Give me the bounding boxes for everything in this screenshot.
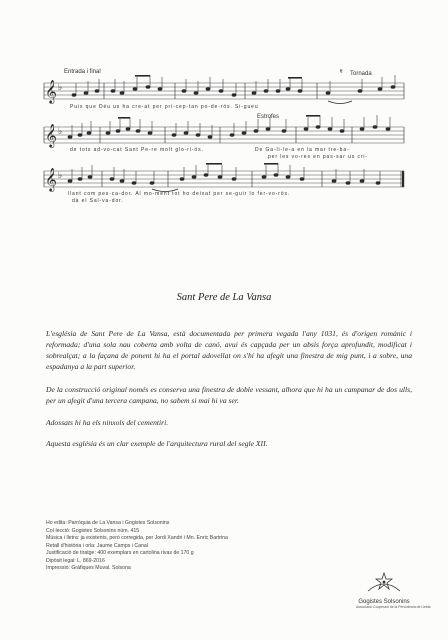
credit-line: Impressió: Gràfiques Muval. Solsona [46, 565, 131, 572]
svg-text:𝄞: 𝄞 [45, 123, 57, 147]
mark-entrada: Entrada i final [64, 69, 101, 75]
music-staves [0, 0, 448, 260]
mark-tornada: Tornada [350, 71, 372, 77]
lyrics-line-2: de tots ad-vo-cat Sant Pe-re molt glo-ri-ós. [70, 147, 204, 153]
logo-name: Gogistes Solsonins [358, 599, 410, 605]
mark-estrofes: Estrofes [257, 114, 280, 120]
svg-text:𝄞: 𝄞 [45, 167, 57, 191]
credit-line: Ho edita: Parròquia de La Vansa i Gogistes Solsonins [46, 520, 170, 526]
paragraph-4: Aquesta església és un clar exemple de l'arquitectura rural del segle XII. [46, 439, 268, 448]
lyrics-line-3-1: llant com pes-ca-dor. Al mo-ment tot ho deixat per se-guir lo fer-vo-rós. [68, 191, 291, 197]
music-score [0, 0, 448, 260]
credit-line: Retall d'història i orla: Jaume Camps i Canal [46, 542, 148, 549]
lyrics-line-2b-2: per les vo-res en pas-sar us cri- [268, 154, 369, 160]
credit-line: Dipòsit legal: L. 869-2016 [46, 557, 105, 564]
clefs [45, 79, 62, 192]
paragraph-1: L'església de Sant Pere de La Vansa, està documentada per primera vegada l'any 1031, és d'origen romànic i reformada; d'una sola nau coberta amb volta de canó, avui és capçada per un absis força aprofundit, modificat i sobrealçat; a la façana de ponent hi ha el portal adovellat on s'hi ha afegit una finestra de mig punt, i a sobre, una espadanya a la part superior. [46, 329, 412, 371]
segno-icon: 𝄋 [340, 69, 343, 75]
credit-line: Col·lecció: Gogistes Solsonins núm. 415 [46, 527, 140, 534]
final-bar [402, 171, 404, 187]
lyrics-line-1: Puix que Déu us ha cre-at per pri-cep-tan po-de-rós. Si-gueu [70, 104, 259, 110]
notes [68, 75, 395, 185]
paragraph-2: De la construcció original només es conserva una finestra de doble vessant, alhora que hi ha un campanar de dos ulls, per un afegit d'una tercera campana, no sabem si mai hi va ser. [46, 385, 412, 405]
logo-subtitle: Associació Cooperant de la Pervivència de Lleida [356, 605, 431, 609]
svg-text:♭: ♭ [58, 127, 63, 137]
logo-emblem-icon [356, 571, 412, 593]
lyrics-line-2b-1: De Ga-li-le-a en la mar tre-ba- [255, 147, 350, 153]
lyrics-line-3-2: dà el Sal-va-dor. [72, 198, 124, 204]
credit-line: Música i lletra: ja existents, però corregida, per Jordi Xandri i Mn. Enric Bartrina [46, 535, 228, 542]
svg-text:𝄞: 𝄞 [45, 79, 57, 103]
page-title: Sant Pere de La Vansa [176, 292, 272, 303]
svg-text:♭: ♭ [58, 171, 63, 181]
gogistes-logo [356, 571, 431, 609]
credits-block [46, 520, 306, 573]
paragraph-3: Adossats hi ha els ninxols del cementiri. [46, 418, 169, 427]
credit-line: Justificació de tiratge: 400 exemplars en cartolina rivas de 170 g [46, 550, 194, 557]
svg-text:♭: ♭ [58, 83, 63, 93]
